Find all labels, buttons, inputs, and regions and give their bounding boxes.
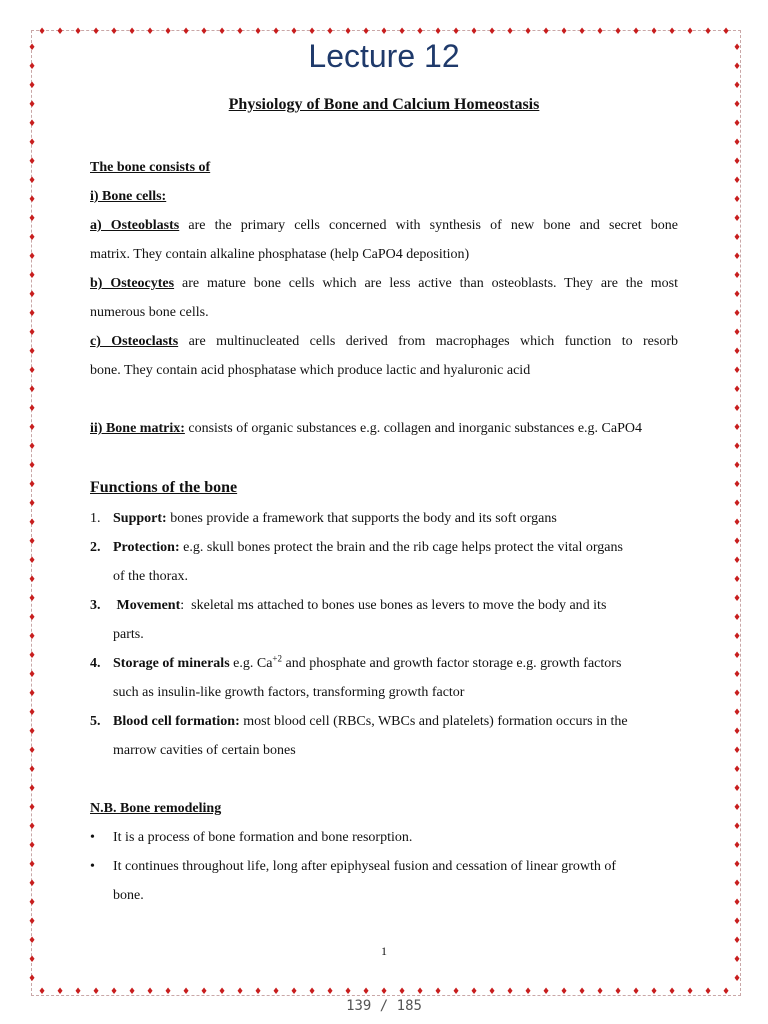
ornament-icon: ♦: [733, 917, 742, 927]
ornament-icon: ♦: [686, 987, 695, 997]
ornament-icon: ♦: [28, 974, 37, 984]
ornament-icon: ♦: [380, 27, 389, 37]
ornament-icon: ♦: [470, 987, 479, 997]
ornament-icon: ♦: [110, 27, 119, 37]
ornament-icon: ♦: [506, 987, 515, 997]
ornament-icon: ♦: [488, 987, 497, 997]
ornament-icon: ♦: [650, 27, 659, 37]
ornament-icon: ♦: [28, 689, 37, 699]
ornament-icon: ♦: [596, 987, 605, 997]
ornament-icon: ♦: [28, 442, 37, 452]
ornament-icon: ♦: [28, 81, 37, 91]
remodeling-heading: N.B. Bone remodeling: [90, 801, 222, 816]
function-item-3: 3. Movement: skeletal ms attached to bones use bones as levers to move the body and its: [90, 598, 607, 613]
ornament-icon: ♦: [733, 100, 742, 110]
ornament-icon: ♦: [733, 366, 742, 376]
ornament-icon: ♦: [28, 784, 37, 794]
osteocytes-line-2: numerous bone cells.: [90, 305, 209, 320]
ornament-icon: ♦: [733, 138, 742, 148]
ornament-icon: ♦: [28, 423, 37, 433]
ornament-icon: ♦: [272, 27, 281, 37]
ornament-icon: ♦: [182, 987, 191, 997]
ornament-icon: ♦: [733, 195, 742, 205]
ornament-icon: ♦: [218, 987, 227, 997]
ornament-icon: ♦: [254, 987, 263, 997]
ornament-icon: ♦: [668, 27, 677, 37]
ornament-icon: ♦: [733, 537, 742, 547]
ornament-icon: ♦: [28, 271, 37, 281]
ornament-icon: ♦: [733, 385, 742, 395]
ornament-icon: ♦: [28, 309, 37, 319]
bone-matrix-line: ii) Bone matrix: consists of organic substances e.g. collagen and inorganic substances e.g. CaPO4: [90, 421, 642, 436]
ornament-icon: ♦: [28, 917, 37, 927]
ornament-icon: ♦: [218, 27, 227, 37]
ornament-icon: ♦: [28, 860, 37, 870]
ornament-icon: ♦: [28, 556, 37, 566]
ornament-icon: ♦: [74, 27, 83, 37]
bullet-icon: •: [90, 859, 95, 874]
ornament-icon: ♦: [733, 556, 742, 566]
ornament-icon: ♦: [733, 347, 742, 357]
ornament-icon: ♦: [236, 27, 245, 37]
ornament-icon: ♦: [380, 987, 389, 997]
ornament-icon: ♦: [28, 461, 37, 471]
ornament-icon: ♦: [28, 252, 37, 262]
ornament-icon: ♦: [733, 765, 742, 775]
ornament-icon: ♦: [614, 27, 623, 37]
function-item-2: 2. Protection: e.g. skull bones protect the brain and the rib cage helps protect the vital organs: [90, 540, 623, 555]
bone-cells-heading: i) Bone cells:: [90, 189, 167, 204]
ornament-icon: ♦: [28, 176, 37, 186]
ornament-icon: ♦: [733, 518, 742, 528]
ornament-icon: ♦: [733, 689, 742, 699]
ornament-icon: ♦: [362, 987, 371, 997]
ornament-icon: ♦: [722, 27, 731, 37]
ornament-icon: ♦: [28, 385, 37, 395]
ornament-icon: ♦: [524, 27, 533, 37]
ornament-icon: ♦: [733, 214, 742, 224]
ornament-icon: ♦: [733, 974, 742, 984]
ornament-icon: ♦: [733, 594, 742, 604]
ornament-icon: ♦: [733, 404, 742, 414]
ornament-icon: ♦: [28, 898, 37, 908]
ornament-icon: ♦: [110, 987, 119, 997]
ornament-icon: ♦: [733, 727, 742, 737]
ornament-icon: ♦: [733, 119, 742, 129]
ornament-icon: ♦: [733, 936, 742, 946]
ornament-icon: ♦: [28, 765, 37, 775]
ornament-icon: ♦: [686, 27, 695, 37]
ornament-icon: ♦: [733, 708, 742, 718]
osteoclasts-label: c) Osteoclasts: [90, 334, 179, 349]
ornament-icon: ♦: [344, 27, 353, 37]
ornament-icon: ♦: [542, 27, 551, 37]
ornament-icon: ♦: [146, 27, 155, 37]
ornament-icon: ♦: [733, 176, 742, 186]
ornament-icon: ♦: [28, 157, 37, 167]
osteoblasts-line-2: matrix. They contain alkaline phosphatase (help CaPO4 deposition): [90, 247, 470, 262]
ornament-icon: ♦: [733, 290, 742, 300]
ornament-icon: ♦: [164, 27, 173, 37]
ornament-icon: ♦: [28, 651, 37, 661]
remodeling-bullet-2-cont: bone.: [113, 888, 144, 903]
lecture-subtitle: Physiology of Bone and Calcium Homeostasis: [228, 96, 540, 113]
ornament-icon: ♦: [92, 987, 101, 997]
ornament-icon: ♦: [28, 100, 37, 110]
ornament-icon: ♦: [578, 987, 587, 997]
ornament-icon: ♦: [38, 987, 47, 997]
ornament-icon: ♦: [704, 987, 713, 997]
page-counter: 139 / 185: [346, 998, 422, 1014]
ornament-icon: ♦: [733, 43, 742, 53]
ornament-icon: ♦: [28, 879, 37, 889]
ornament-icon: ♦: [28, 518, 37, 528]
ornament-icon: ♦: [128, 27, 137, 37]
superscript-charge: +2: [272, 653, 282, 664]
ornament-icon: ♦: [733, 841, 742, 851]
ornament-icon: ♦: [560, 987, 569, 997]
ornament-icon: ♦: [28, 803, 37, 813]
functions-heading: Functions of the bone: [90, 479, 238, 496]
ornament-icon: ♦: [56, 987, 65, 997]
osteoblasts-line-1: a) Osteoblasts are the primary cells concerned with synthesis of new bone and secret bone: [90, 218, 678, 233]
osteoclasts-line-1: c) Osteoclasts are multinucleated cells derived from macrophages which function to resorb: [90, 334, 678, 349]
ornament-icon: ♦: [28, 347, 37, 357]
ornament-icon: ♦: [28, 708, 37, 718]
ornament-icon: ♦: [434, 987, 443, 997]
ornament-icon: ♦: [733, 860, 742, 870]
ornament-icon: ♦: [326, 27, 335, 37]
function-item-5: 5. Blood cell formation: most blood cell (RBCs, WBCs and platelets) formation occurs in the: [90, 714, 628, 729]
ornament-icon: ♦: [28, 955, 37, 965]
ornament-icon: ♦: [28, 195, 37, 205]
ornament-icon: ♦: [733, 499, 742, 509]
function-item-2-cont: of the thorax.: [113, 569, 189, 584]
ornament-icon: ♦: [74, 987, 83, 997]
ornament-icon: ♦: [28, 575, 37, 585]
ornament-icon: ♦: [28, 822, 37, 832]
ornament-icon: ♦: [28, 480, 37, 490]
ornament-icon: ♦: [733, 803, 742, 813]
remodeling-bullet-1: • It is a process of bone formation and bone resorption.: [90, 823, 678, 852]
ornament-icon: ♦: [28, 404, 37, 414]
ornament-icon: ♦: [308, 27, 317, 37]
function-item-4-cont: such as insulin-like growth factors, transforming growth factor: [113, 685, 465, 700]
ornament-icon: ♦: [733, 442, 742, 452]
ornament-icon: ♦: [416, 987, 425, 997]
ornament-icon: ♦: [28, 936, 37, 946]
ornament-icon: ♦: [470, 27, 479, 37]
ornament-icon: ♦: [506, 27, 515, 37]
ornament-icon: ♦: [733, 879, 742, 889]
osteoclasts-line-2: bone. They contain acid phosphatase which produce lactic and hyaluronic acid: [90, 363, 531, 378]
ornament-icon: ♦: [28, 499, 37, 509]
ornament-icon: ♦: [28, 119, 37, 129]
ornament-icon: ♦: [733, 461, 742, 471]
ornament-icon: ♦: [28, 62, 37, 72]
ornament-icon: ♦: [733, 62, 742, 72]
ornament-icon: ♦: [733, 822, 742, 832]
ornament-icon: ♦: [733, 81, 742, 91]
remodeling-bullet-2: • It continues throughout life, long after epiphyseal fusion and cessation of linear growth of: [90, 852, 678, 881]
ornament-icon: ♦: [28, 233, 37, 243]
ornament-icon: ♦: [733, 575, 742, 585]
ornament-icon: ♦: [434, 27, 443, 37]
ornament-icon: ♦: [308, 987, 317, 997]
ornament-icon: ♦: [733, 233, 742, 243]
ornament-icon: ♦: [254, 27, 263, 37]
ornament-icon: ♦: [733, 157, 742, 167]
ornament-icon: ♦: [28, 366, 37, 376]
function-item-5-cont: marrow cavities of certain bones: [113, 743, 296, 758]
ornament-icon: ♦: [290, 27, 299, 37]
ornament-icon: ♦: [452, 27, 461, 37]
bone-matrix-label: ii) Bone matrix:: [90, 421, 185, 436]
ornament-icon: ♦: [733, 480, 742, 490]
ornament-icon: ♦: [416, 27, 425, 37]
ornament-icon: ♦: [28, 214, 37, 224]
ornament-icon: ♦: [28, 632, 37, 642]
ornament-icon: ♦: [524, 987, 533, 997]
ornament-icon: ♦: [38, 27, 47, 37]
ornament-icon: ♦: [164, 987, 173, 997]
ornament-icon: ♦: [28, 328, 37, 338]
ornament-icon: ♦: [722, 987, 731, 997]
ornament-icon: ♦: [733, 423, 742, 433]
ornament-icon: ♦: [362, 27, 371, 37]
ornament-icon: ♦: [28, 841, 37, 851]
ornament-icon: ♦: [290, 987, 299, 997]
ornament-icon: ♦: [56, 27, 65, 37]
ornament-icon: ♦: [578, 27, 587, 37]
ornament-icon: ♦: [650, 987, 659, 997]
ornament-icon: ♦: [272, 987, 281, 997]
ornament-icon: ♦: [236, 987, 245, 997]
ornament-icon: ♦: [28, 594, 37, 604]
ornament-icon: ♦: [596, 27, 605, 37]
ornament-icon: ♦: [632, 27, 641, 37]
ornament-icon: ♦: [632, 987, 641, 997]
ornament-icon: ♦: [28, 138, 37, 148]
lecture-title: Lecture 12: [308, 38, 460, 74]
ornament-icon: ♦: [452, 987, 461, 997]
ornament-icon: ♦: [28, 746, 37, 756]
osteocytes-label: b) Osteocytes: [90, 276, 175, 291]
ornament-icon: ♦: [182, 27, 191, 37]
ornament-icon: ♦: [488, 27, 497, 37]
ornament-icon: ♦: [704, 27, 713, 37]
ornament-icon: ♦: [28, 670, 37, 680]
ornament-icon: ♦: [733, 309, 742, 319]
ornament-icon: ♦: [398, 987, 407, 997]
ornament-icon: ♦: [398, 27, 407, 37]
bullet-icon: •: [90, 830, 95, 845]
ornament-icon: ♦: [733, 670, 742, 680]
ornament-icon: ♦: [733, 613, 742, 623]
ornament-icon: ♦: [733, 328, 742, 338]
ornament-icon: ♦: [733, 632, 742, 642]
function-item-3-cont: parts.: [113, 627, 144, 642]
ornament-icon: ♦: [200, 987, 209, 997]
ornament-icon: ♦: [733, 746, 742, 756]
page-number: 1: [381, 944, 387, 958]
ornament-icon: ♦: [28, 537, 37, 547]
ornament-icon: ♦: [200, 27, 209, 37]
ornament-icon: ♦: [733, 252, 742, 262]
ornament-icon: ♦: [28, 43, 37, 53]
ornament-icon: ♦: [668, 987, 677, 997]
ornament-icon: ♦: [344, 987, 353, 997]
ornament-icon: ♦: [28, 290, 37, 300]
ornament-icon: ♦: [733, 651, 742, 661]
ornament-icon: ♦: [733, 784, 742, 794]
osteoblasts-label: a) Osteoblasts: [90, 218, 180, 233]
bone-consists-heading: The bone consists of: [90, 160, 211, 175]
ornament-icon: ♦: [560, 27, 569, 37]
ornament-icon: ♦: [28, 727, 37, 737]
ornament-icon: ♦: [28, 613, 37, 623]
ornament-icon: ♦: [146, 987, 155, 997]
ornament-icon: ♦: [614, 987, 623, 997]
ornament-icon: ♦: [92, 27, 101, 37]
ornament-icon: ♦: [733, 955, 742, 965]
function-item-4: 4. Storage of minerals e.g. $Ca^{+2}$ and phosphate and growth factor storage e.g. growth factors: [90, 653, 622, 671]
ornament-icon: ♦: [733, 898, 742, 908]
osteocytes-line-1: b) Osteocytes are mature bone cells which are less active than osteoblasts. They are the most: [90, 276, 679, 291]
ornament-icon: ♦: [542, 987, 551, 997]
function-item-1: 1. Support: bones provide a framework that supports the body and its soft organs: [90, 511, 557, 526]
ornament-icon: ♦: [326, 987, 335, 997]
ornament-icon: ♦: [128, 987, 137, 997]
document-body: [90, 153, 678, 910]
ornament-icon: ♦: [733, 271, 742, 281]
